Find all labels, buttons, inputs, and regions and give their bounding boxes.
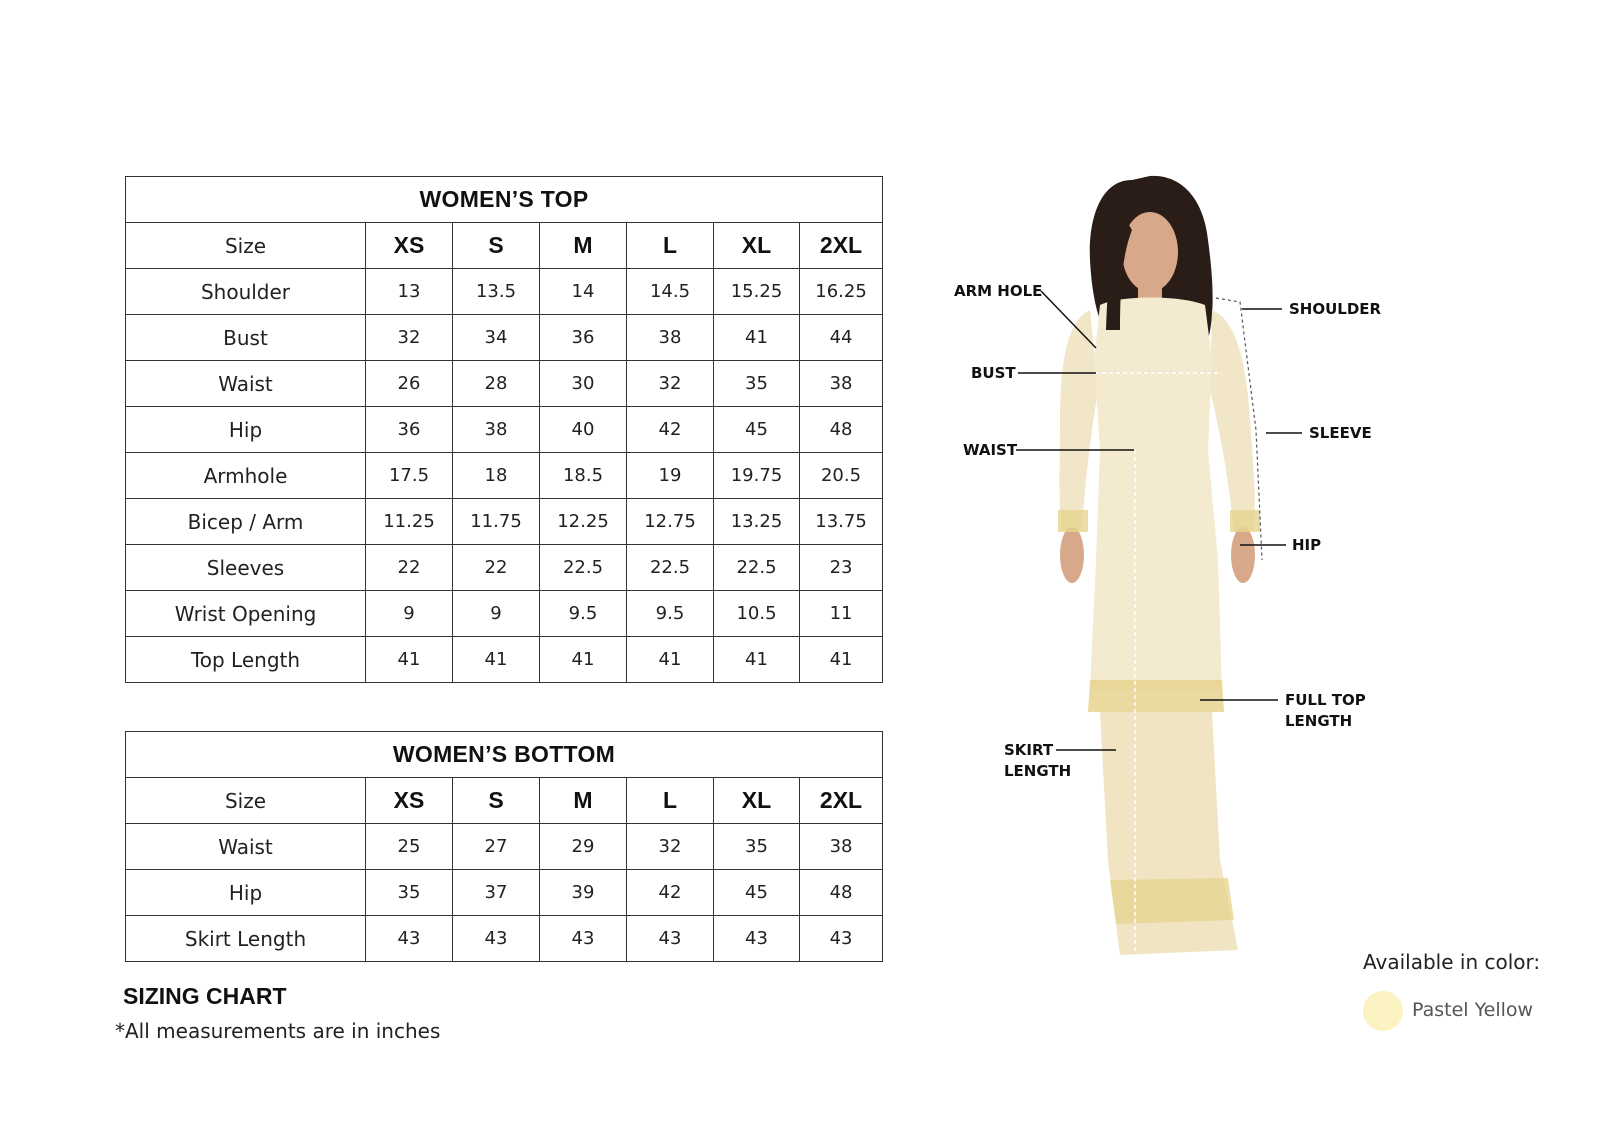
bottom-cell: 43 (453, 916, 540, 962)
bust-label: BUST (971, 364, 1016, 382)
bottom-size-xs: XS (366, 778, 453, 824)
top-cell: 38 (800, 361, 883, 407)
bottom-size-l: L (627, 778, 714, 824)
top-cell: 36 (366, 407, 453, 453)
top-row-bicep-arm (126, 499, 883, 545)
full-top-length-label-line2: LENGTH (1285, 712, 1353, 730)
top-cell: 9 (366, 591, 453, 637)
waist-label: WAIST (963, 441, 1018, 459)
top-size-xl: XL (714, 223, 800, 269)
top-cell: 32 (366, 315, 453, 361)
bottom-cell: 42 (627, 870, 714, 916)
top-cell: 20.5 (800, 453, 883, 499)
top-cell: 41 (540, 637, 627, 683)
bottom-size-xl: XL (714, 778, 800, 824)
right-hand (1231, 527, 1255, 583)
bottom-table-title: WOMEN’S BOTTOM (126, 732, 883, 778)
top-cell: 13.75 (800, 499, 883, 545)
color-name: Pastel Yellow (1412, 999, 1534, 1021)
top-cell: 14 (540, 269, 627, 315)
skirt-length-label-line1: SKIRT (1004, 741, 1054, 759)
bottom-cell: 35 (366, 870, 453, 916)
top-size-label: Size (126, 223, 366, 269)
bottom-size-s: S (453, 778, 540, 824)
top-row-armhole (126, 453, 883, 499)
top-row-label: Bicep / Arm (126, 499, 366, 545)
top-cell: 17.5 (366, 453, 453, 499)
bottom-size-m: M (540, 778, 627, 824)
right-sleeve (1210, 310, 1255, 532)
shoulder-label: SHOULDER (1289, 300, 1382, 318)
sleeve-label: SLEEVE (1309, 424, 1372, 442)
top-size-2xl: 2XL (800, 223, 883, 269)
womens-top-table (125, 176, 883, 683)
top-row-hip (126, 407, 883, 453)
top-bodice (1090, 298, 1222, 691)
bottom-cell: 25 (366, 824, 453, 870)
skirt-lace-band (1110, 878, 1234, 924)
left-hand (1060, 527, 1084, 583)
bottom-row-skirt-length (126, 916, 883, 962)
top-cell: 41 (453, 637, 540, 683)
bottom-size-label: Size (126, 778, 366, 824)
measurements-note: *All measurements are in inches (115, 1019, 441, 1043)
bottom-row-label: Skirt Length (126, 916, 366, 962)
bottom-cell: 32 (627, 824, 714, 870)
top-lace-hem (1088, 680, 1224, 712)
top-cell: 9 (453, 591, 540, 637)
top-cell: 22 (453, 545, 540, 591)
top-size-s: S (453, 223, 540, 269)
top-cell: 23 (800, 545, 883, 591)
top-cell: 13.25 (714, 499, 800, 545)
top-row-label: Sleeves (126, 545, 366, 591)
bottom-cell: 27 (453, 824, 540, 870)
top-row-wrist-opening (126, 591, 883, 637)
face (1122, 212, 1178, 292)
top-row-bust (126, 315, 883, 361)
bottom-cell: 37 (453, 870, 540, 916)
top-cell: 18.5 (540, 453, 627, 499)
top-cell: 41 (714, 637, 800, 683)
top-cell: 10.5 (714, 591, 800, 637)
top-cell: 30 (540, 361, 627, 407)
right-cuff (1230, 510, 1260, 532)
top-row-top-length (126, 637, 883, 683)
top-cell: 36 (540, 315, 627, 361)
left-cuff (1058, 510, 1088, 532)
bottom-cell: 43 (366, 916, 453, 962)
sizing-chart-heading: SIZING CHART (123, 983, 287, 1009)
bottom-cell: 43 (540, 916, 627, 962)
top-row-label: Hip (126, 407, 366, 453)
top-cell: 22.5 (714, 545, 800, 591)
top-row-label: Waist (126, 361, 366, 407)
top-cell: 38 (453, 407, 540, 453)
top-cell: 42 (627, 407, 714, 453)
pastel-yellow-swatch (1363, 991, 1403, 1031)
top-cell: 12.25 (540, 499, 627, 545)
skirt-length-label-line2: LENGTH (1004, 762, 1072, 780)
top-size-l: L (627, 223, 714, 269)
top-row-waist (126, 361, 883, 407)
top-size-m: M (540, 223, 627, 269)
top-cell: 45 (714, 407, 800, 453)
top-cell: 19 (627, 453, 714, 499)
top-cell: 41 (714, 315, 800, 361)
top-row-label: Bust (126, 315, 366, 361)
bottom-cell: 48 (800, 870, 883, 916)
top-cell: 15.25 (714, 269, 800, 315)
womens-bottom-table (125, 731, 883, 962)
top-row-label: Wrist Opening (126, 591, 366, 637)
bottom-cell: 43 (800, 916, 883, 962)
bottom-cell: 45 (714, 870, 800, 916)
top-cell: 9.5 (540, 591, 627, 637)
top-cell: 40 (540, 407, 627, 453)
top-cell: 48 (800, 407, 883, 453)
top-cell: 22.5 (627, 545, 714, 591)
top-cell: 11.25 (366, 499, 453, 545)
model-figure-area (950, 160, 1550, 1000)
bottom-row-label: Hip (126, 870, 366, 916)
bottom-row-hip (126, 870, 883, 916)
bottom-size-header-row (126, 778, 883, 824)
top-cell: 41 (800, 637, 883, 683)
top-cell: 14.5 (627, 269, 714, 315)
top-size-header-row (126, 223, 883, 269)
top-cell: 9.5 (627, 591, 714, 637)
full-top-length-label (1285, 690, 1366, 732)
top-cell: 38 (627, 315, 714, 361)
top-cell: 22 (366, 545, 453, 591)
top-cell: 32 (627, 361, 714, 407)
top-cell: 18 (453, 453, 540, 499)
bottom-cell: 29 (540, 824, 627, 870)
top-cell: 13.5 (453, 269, 540, 315)
hip-label: HIP (1292, 536, 1322, 554)
bottom-row-waist (126, 824, 883, 870)
top-cell: 19.75 (714, 453, 800, 499)
arm-hole-label: ARM HOLE (954, 282, 1043, 300)
bottom-size-2xl: 2XL (800, 778, 883, 824)
available-color-heading: Available in color: (1363, 950, 1541, 974)
top-cell: 11.75 (453, 499, 540, 545)
top-size-xs: XS (366, 223, 453, 269)
top-row-sleeves (126, 545, 883, 591)
top-cell: 13 (366, 269, 453, 315)
top-cell: 12.75 (627, 499, 714, 545)
top-cell: 22.5 (540, 545, 627, 591)
bottom-cell: 43 (714, 916, 800, 962)
top-cell: 41 (366, 637, 453, 683)
top-cell: 35 (714, 361, 800, 407)
top-cell: 16.25 (800, 269, 883, 315)
top-row-label: Top Length (126, 637, 366, 683)
bottom-cell: 35 (714, 824, 800, 870)
bottom-cell: 38 (800, 824, 883, 870)
top-cell: 26 (366, 361, 453, 407)
skirt-length-label (1004, 740, 1071, 782)
full-top-length-label-line1: FULL TOP (1285, 691, 1366, 709)
top-row-shoulder (126, 269, 883, 315)
bottom-cell: 43 (627, 916, 714, 962)
top-row-label: Armhole (126, 453, 366, 499)
top-cell: 34 (453, 315, 540, 361)
top-cell: 11 (800, 591, 883, 637)
top-cell: 44 (800, 315, 883, 361)
bottom-row-label: Waist (126, 824, 366, 870)
bottom-cell: 39 (540, 870, 627, 916)
top-table-title: WOMEN’S TOP (126, 177, 883, 223)
top-cell: 28 (453, 361, 540, 407)
top-cell: 41 (627, 637, 714, 683)
top-row-label: Shoulder (126, 269, 366, 315)
